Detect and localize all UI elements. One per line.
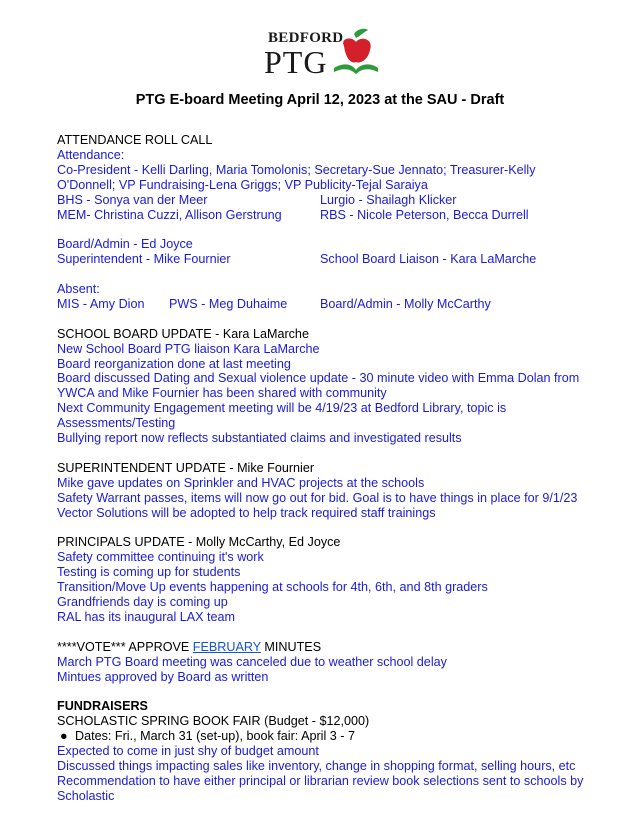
superintendent-rep: Superintendent - Mike Fournier — [57, 252, 231, 267]
superintendent-line: Safety Warrant passes, items will now go out for bid. Goal is to have things in place for 9/1/23 — [57, 490, 578, 505]
school-board-line: New School Board PTG liaison Kara LaMarche — [57, 341, 320, 356]
fundraiser-line: Expected to come in just shy of budget amount — [57, 744, 319, 759]
book-fair-dates — [57, 729, 617, 744]
principals-line: Grandfriends day is coming up — [57, 595, 228, 610]
vote-line: Mintues approved by Board as written — [57, 669, 269, 684]
apple-book-icon — [330, 28, 380, 80]
attendance-label: Attendance: — [57, 147, 125, 162]
school-board-line: Board reorganization done at last meeting — [57, 356, 291, 371]
principals-line: Safety committee continuing it's work — [57, 550, 264, 565]
board-admin-rep: Board/Admin - Ed Joyce — [57, 237, 193, 252]
absent-label: Absent: — [57, 282, 100, 297]
attendance-row — [57, 252, 617, 267]
lurgio-rep: Lurgio - Shailagh Klicker — [320, 192, 457, 207]
principals-line: Transition/Move Up events happening at schools for 4th, 6th, and 8th graders — [57, 580, 488, 595]
superintendent-line: Mike gave updates on Sprinkler and HVAC projects at the schools — [57, 475, 425, 490]
bhs-rep: BHS - Sonya van der Meer — [57, 192, 208, 207]
absent-mis: MIS - Amy Dion — [57, 296, 145, 311]
vote-suffix: MINUTES — [260, 639, 322, 654]
logo-main-text: PTG — [264, 44, 328, 80]
minutes-body — [57, 133, 617, 804]
bullet-icon: ● — [60, 729, 68, 744]
superintendent-heading: SUPERINTENDENT UPDATE - Mike Fournier — [57, 460, 315, 475]
principals-line: Testing is coming up for students — [57, 565, 241, 580]
absent-pws: PWS - Meg Duhaime — [169, 296, 288, 311]
fundraiser-line: Discussed things impacting sales like inventory, change in shopping format, selling hours, etc — [57, 758, 576, 773]
officers-line-1: Co-President - Kelli Darling, Maria Tomolonis; Secretary-Sue Jennato; Treasurer-Kelly — [57, 162, 536, 177]
school-board-line: Board discussed Dating and Sexual violence update - 30 minute video with Emma Dolan from — [57, 371, 580, 386]
school-board-line: Bullying report now reflects substantiated claims and investigated results — [57, 431, 462, 446]
vote-prefix: ****VOTE*** APPROVE — [57, 639, 193, 654]
february-minutes-link[interactable]: FEBRUARY — [192, 639, 261, 654]
school-board-line: Next Community Engagement meeting will be 4/19/23 at Bedford Library, topic is — [57, 401, 507, 416]
fundraiser-line: Scholastic — [57, 788, 115, 803]
fundraisers-heading: FUNDRAISERS — [57, 699, 148, 714]
book-fair-dates-text: Dates: Fri., March 31 (set-up), book fair: April 3 - 7 — [75, 729, 355, 744]
page-title: PTG E-board Meeting April 12, 2023 at the SAU - Draft — [135, 92, 505, 108]
vote-heading — [57, 640, 617, 655]
attendance-row — [57, 208, 617, 223]
attendance-heading: ATTENDANCE ROLL CALL — [57, 133, 213, 147]
principals-line: RAL has its inaugural LAX team — [57, 609, 236, 624]
rbs-rep: RBS - Nicole Peterson, Becca Durrell — [320, 207, 529, 222]
school-board-liaison-rep: School Board Liaison - Kara LaMarche — [320, 252, 537, 267]
book-fair-heading: SCHOLASTIC SPRING BOOK FAIR (Budget - $12,000) — [57, 714, 370, 729]
logo-top-text: BEDFORD — [268, 30, 344, 46]
superintendent-line: Vector Solutions will be adopted to help track required staff trainings — [57, 505, 436, 520]
absent-board: Board/Admin - Molly McCarthy — [320, 296, 491, 311]
mem-rep: MEM- Christina Cuzzi, Allison Gerstrung — [57, 207, 282, 222]
absent-row — [57, 297, 617, 312]
school-board-heading: SCHOOL BOARD UPDATE - Kara LaMarche — [57, 326, 309, 341]
attendance-row — [57, 193, 617, 208]
vote-line: March PTG Board meeting was canceled due to weather school delay — [57, 654, 447, 669]
school-board-line: Assessments/Testing — [57, 416, 176, 431]
officers-line-2: O'Donnell; VP Fundraising-Lena Griggs; VP Publicity-Tejal Saraiya — [57, 177, 428, 192]
school-board-line: YWCA and Mike Fournier has been shared with community — [57, 386, 387, 401]
fundraiser-line: Recommendation to have either principal or librarian review book selections sent to schools by — [57, 773, 584, 788]
principals-heading: PRINCIPALS UPDATE - Molly McCarthy, Ed Joyce — [57, 535, 341, 550]
bedford-ptg-logo — [262, 28, 382, 80]
